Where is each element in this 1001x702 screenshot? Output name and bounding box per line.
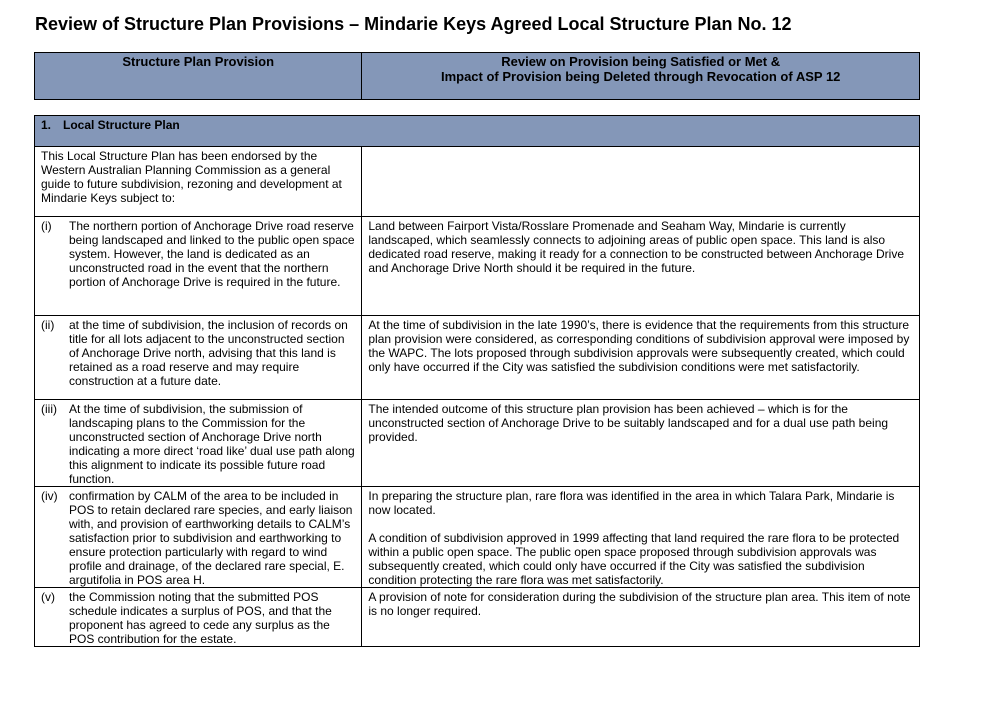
provision-text: the Commission noting that the submitted POS schedule indicates a surplus of POS, and that the proponent has agreed to cede any surplus as the POS contribution for the estate. [69, 590, 332, 646]
provision-cell [35, 400, 362, 487]
section-header-row [35, 116, 920, 147]
header-review-line-1: Review on Provision being Satisfied or Met & [501, 54, 781, 69]
review-cell [362, 400, 920, 487]
column-header-table [34, 52, 920, 100]
item-number: (iii) [41, 402, 57, 416]
section-header-cell [35, 116, 920, 147]
review-text-2: A condition of subdivision approved in 1999 affecting that land required the rare flora to be protected within a public open space. The public open space proposed through subdivision approvals was subsequently created, which could only have occurred if the City was satisfied the subdivision condition protecting the rare flora was met satisfactorily. [368, 531, 900, 587]
table-row [35, 217, 920, 316]
provision-text: At the time of subdivision, the submission of landscaping plans to the Commission for the unconstructed section of Anchorage Drive north indicating a more direct ‘road like’ dual use path along this alignment to indicate its possible future road function. [69, 402, 355, 486]
provision-cell [35, 487, 362, 588]
table-row [35, 147, 920, 217]
item-number: (v) [41, 590, 55, 604]
review-text: At the time of subdivision in the late 1990’s, there is evidence that the requirements from this structure plan provision were considered, as corresponding conditions of subdivision approval were imposed by the WAPC. The lots proposed through subdivision approvals were subsequently created, which could only have occurred if the City was satisfied the subdivision conditions were met satisfactorily. [368, 318, 910, 374]
header-review-line-2: Impact of Provision being Deleted through Revocation of ASP 12 [440, 69, 841, 84]
section-number: 1. [41, 118, 52, 132]
column-header-row [35, 53, 920, 100]
provision-cell [35, 217, 362, 316]
intro-provision-cell [35, 147, 362, 217]
table-row [35, 487, 920, 588]
table-row [35, 400, 920, 487]
provision-text: The northern portion of Anchorage Drive road reserve being landscaped and linked to the public open space system. However, the land is dedicated as an unconstructed road in the event that the northern portion of Anchorage Drive is required in the future. [69, 219, 355, 289]
review-text: A provision of note for consideration during the subdivision of the structure plan area. This item of note is no longer required. [368, 590, 911, 618]
header-review-cell [362, 53, 920, 100]
review-cell [362, 487, 920, 588]
header-provision-label: Structure Plan Provision [122, 54, 275, 69]
header-provision-cell [35, 53, 362, 100]
review-text: In preparing the structure plan, rare flora was identified in the area in which Talara Park, Mindarie is now located. [368, 489, 895, 517]
section-title: Local Structure Plan [63, 118, 180, 132]
provision-cell [35, 588, 362, 647]
provision-text: confirmation by CALM of the area to be included in POS to retain declared rare species, and early liaison with, and provision of earthworking details to CALM’s satisfaction prior to subdivision and earthworking to ensure protection particularly with regard to wind profile and drainage, of the declared rare special, E. argutifolia in POS area H. [69, 489, 353, 587]
intro-review-cell [362, 147, 920, 217]
review-cell [362, 217, 920, 316]
provisions-table [34, 115, 920, 647]
item-number: (ii) [41, 318, 55, 332]
item-number: (iv) [41, 489, 58, 503]
page-title: Review of Structure Plan Provisions – Mindarie Keys Agreed Local Structure Plan No. 12 [35, 14, 792, 34]
table-row [35, 316, 920, 400]
table-row [35, 588, 920, 647]
review-cell [362, 588, 920, 647]
review-text: Land between Fairport Vista/Rosslare Promenade and Seaham Way, Mindarie is currently landscaped, which seamlessly connects to adjoining areas of public open space. This land is also dedicated road reserve, making it ready for a connection to be constructed between Anchorage Drive and Anchorage Drive North should it be required in the future. [368, 219, 905, 275]
provision-text: at the time of subdivision, the inclusion of records on title for all lots adjacent to the unconstructed section of Anchorage Drive north, advising that this land is retained as a road reserve and may require construction at a future date. [69, 318, 348, 388]
review-cell [362, 316, 920, 400]
provision-cell [35, 316, 362, 400]
intro-provision-text: This Local Structure Plan has been endorsed by the Western Australian Planning Commission as a general guide to future subdivision, rezoning and development at Mindarie Keys subject to: [41, 149, 342, 205]
review-text: The intended outcome of this structure plan provision has been achieved – which is for the unconstructed section of Anchorage Drive to be suitably landscaped and for a dual use path being provided. [368, 402, 889, 444]
item-number: (i) [41, 219, 52, 233]
